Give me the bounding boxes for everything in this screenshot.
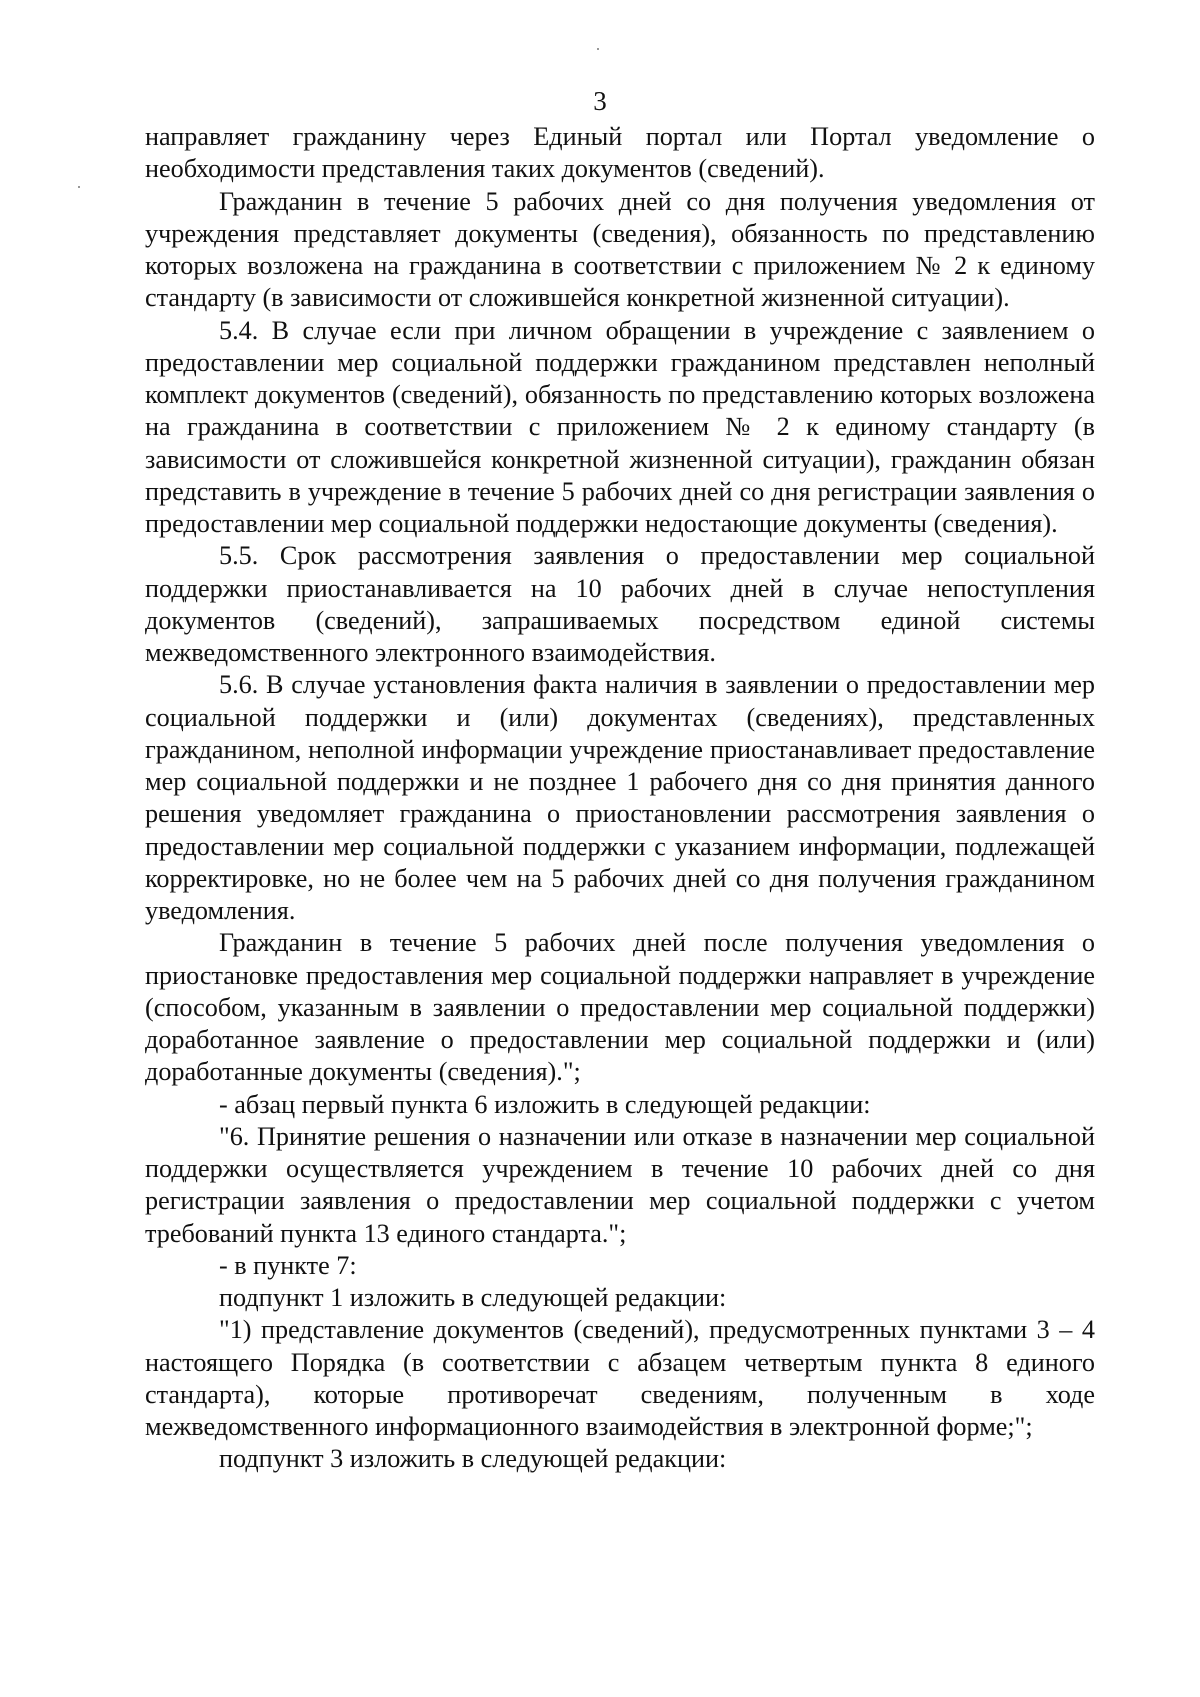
page-number: 3: [593, 86, 607, 116]
paragraph-citizen-revised: Гражданин в течение 5 рабочих дней после получения уведомления о приостановке предоставления мер социальной поддержки направляет в учреждение (способом, указанным в заявлении о предоставлении мер социальной поддержки) доработанное заявление о предоставлении мер социальной поддержки и (или) доработанные документы (сведения).";: [145, 928, 1095, 1087]
paragraph-5-4: 5.4. В случае если при личном обращении в учреждение с заявлением о предоставлении мер социальной поддержки гражданином представлен неполный комплект документов (сведений), обязанность по представлению которых возложена на гражданина в соответствии с приложением № 2 к единому стандарту (в зависимости от сложившейся конкретной жизненной ситуации), гражданин обязан представить в учреждение в течение 5 рабочих дней со дня регистрации заявления о предоставлении мер социальной поддержки недостающие документы (сведения).: [145, 315, 1095, 538]
paragraph-item-6: "6. Принятие решения о назначении или отказе в назначении мер социальной поддержки осуществляется учреждением в течение 10 рабочих дней со дня регистрации заявления о предоставлении мер социальной поддержки с учетом требований пункта 13 единого стандарта.";: [145, 1121, 1095, 1248]
paragraph-amend-item-7: - в пункте 7:: [219, 1250, 357, 1280]
paragraph-subitem-1: "1) представление документов (сведений), предусмотренных пунктами 3 – 4 настоящего Порядка (в соответствии с абзацем четвертым пункта 8 единого стандарта), которые противоречат сведениям, полученным в ходе межведомственного информационного взаимодействия в электронной форме;";: [145, 1315, 1095, 1441]
document-body: [145, 121, 1095, 1476]
paragraph-subitem-3-heading: подпункт 3 изложить в следующей редакции:: [219, 1444, 727, 1474]
paragraph-5-5: 5.5. Срок рассмотрения заявления о предоставлении мер социальной поддержки приостанавливается на 10 рабочих дней в случае непоступления документов (сведений), запрашиваемых посредством единой системы межведомственного электронного взаимодействия.: [145, 541, 1095, 667]
paragraph-citizen-documents: Гражданин в течение 5 рабочих дней со дня получения уведомления от учреждения представляет документы (сведения), обязанность по представлению которых возложена на гражданина в соответствии с приложением № 2 к единому стандарту (в зависимости от сложившейся конкретной жизненной ситуации).: [145, 186, 1095, 313]
paragraph-subitem-1-heading: подпункт 1 изложить в следующей редакции:: [219, 1283, 727, 1312]
scan-speck: [78, 186, 80, 188]
paragraph-continuation: направляет гражданину через Единый портал или Портал уведомление о необходимости представления таких документов (сведений).: [145, 122, 1095, 184]
scan-speck: [597, 48, 599, 50]
paragraph-5-6: 5.6. В случае установления факта наличия в заявлении о предоставлении мер социальной поддержки и (или) документах (сведениях), представленных гражданином, неполной информации учреждение приостанавливает предоставление мер социальной поддержки и не позднее 1 рабочего дня со дня принятия данного решения уведомляет гражданина о приостановлении рассмотрения заявления о предоставлении мер социальной поддержки с указанием информации, подлежащей корректировке, но не более чем на 5 рабочих дней со дня получения гражданином уведомления.: [145, 670, 1095, 925]
paragraph-amend-item-6: - абзац первый пункта 6 изложить в следующей редакции:: [219, 1089, 871, 1119]
